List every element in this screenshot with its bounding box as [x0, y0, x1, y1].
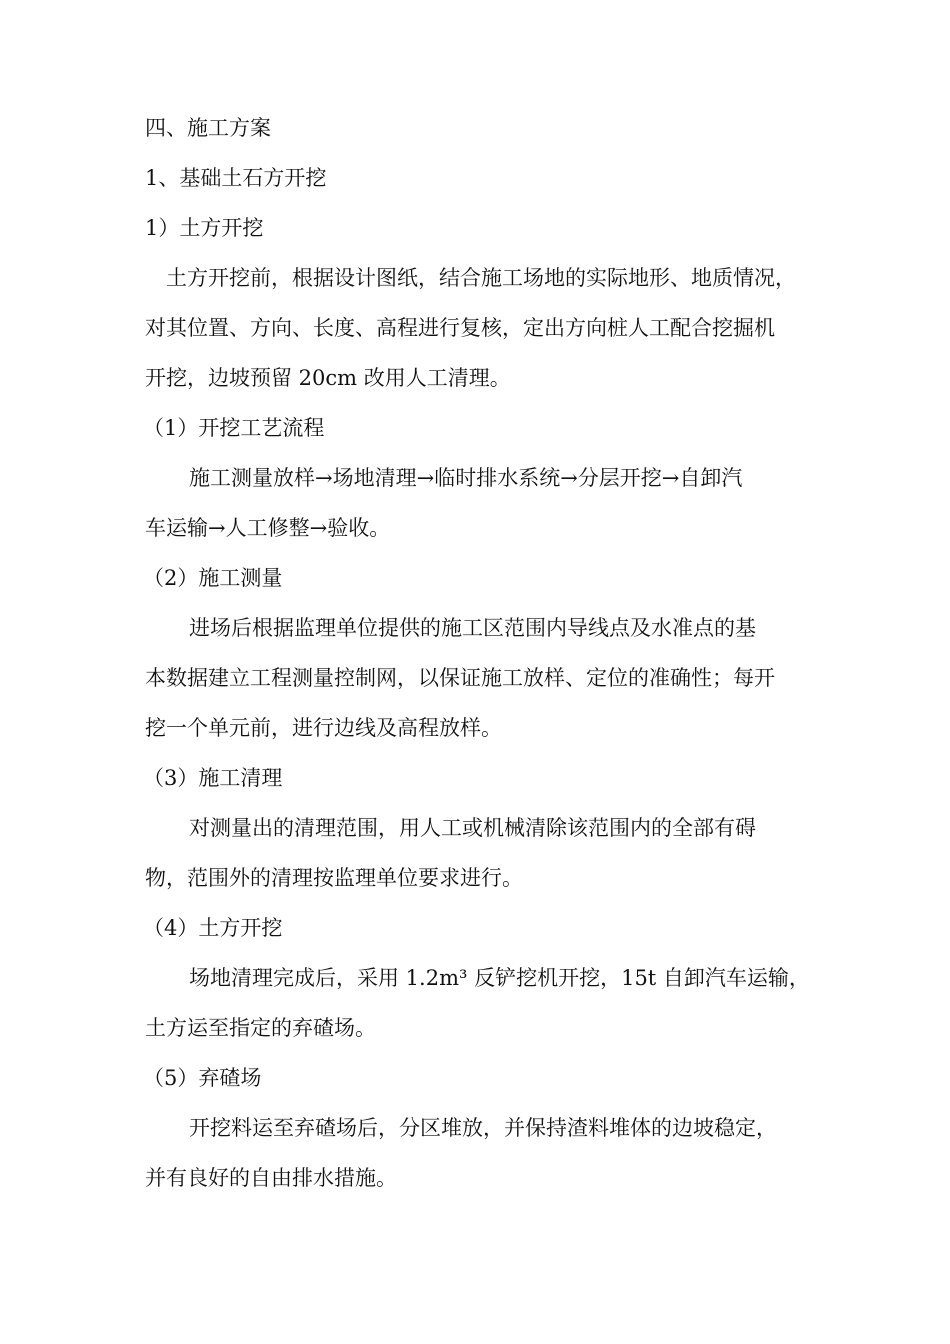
subsection-heading: 1、基础土石方开挖: [145, 166, 327, 190]
paragraph-line: 对其位置、方向、长度、高程进行复核，定出方向桩人工配合挖掘机: [145, 316, 775, 340]
step-heading: （2）施工测量: [143, 566, 283, 590]
paragraph-line: 施工测量放样→场地清理→临时排水系统→分层开挖→自卸汽: [189, 466, 743, 490]
paragraph-line: 本数据建立工程测量控制网，以保证施工放样、定位的准确性；每开: [145, 666, 775, 690]
section-heading: 四、施工方案: [145, 116, 271, 140]
paragraph-line: 对测量出的清理范围，用人工或机械清除该范围内的全部有碍: [189, 816, 756, 840]
paragraph-line: 并有良好的自由排水措施。: [145, 1166, 397, 1190]
paragraph-line: 土方运至指定的弃碴场。: [145, 1016, 376, 1040]
paragraph-line: 进场后根据监理单位提供的施工区范围内导线点及水准点的基: [189, 616, 756, 640]
paragraph-line: 挖一个单元前，进行边线及高程放样。: [145, 716, 502, 740]
item-heading: 1）土方开挖: [145, 216, 264, 240]
paragraph-line: 车运输→人工修整→验收。: [145, 516, 391, 540]
paragraph-line: 物，范围外的清理按监理单位要求进行。: [145, 866, 523, 890]
step-heading: （3）施工清理: [143, 766, 283, 790]
paragraph-line: 土方开挖前，根据设计图纸，结合施工场地的实际地形、地质情况，: [166, 266, 796, 290]
step-heading: （4）土方开挖: [143, 916, 283, 940]
paragraph-line: 开挖，边坡预留 20cm 改用人工清理。: [145, 366, 511, 390]
paragraph-line: 开挖料运至弃碴场后，分区堆放，并保持渣料堆体的边坡稳定，: [189, 1116, 777, 1140]
paragraph-line: 场地清理完成后，采用 1.2m³ 反铲挖机开挖，15t 自卸汽车运输，: [189, 966, 810, 990]
document-body: [145, 116, 811, 1216]
step-heading: （5）弃碴场: [143, 1066, 262, 1090]
step-heading: （1）开挖工艺流程: [143, 416, 325, 440]
